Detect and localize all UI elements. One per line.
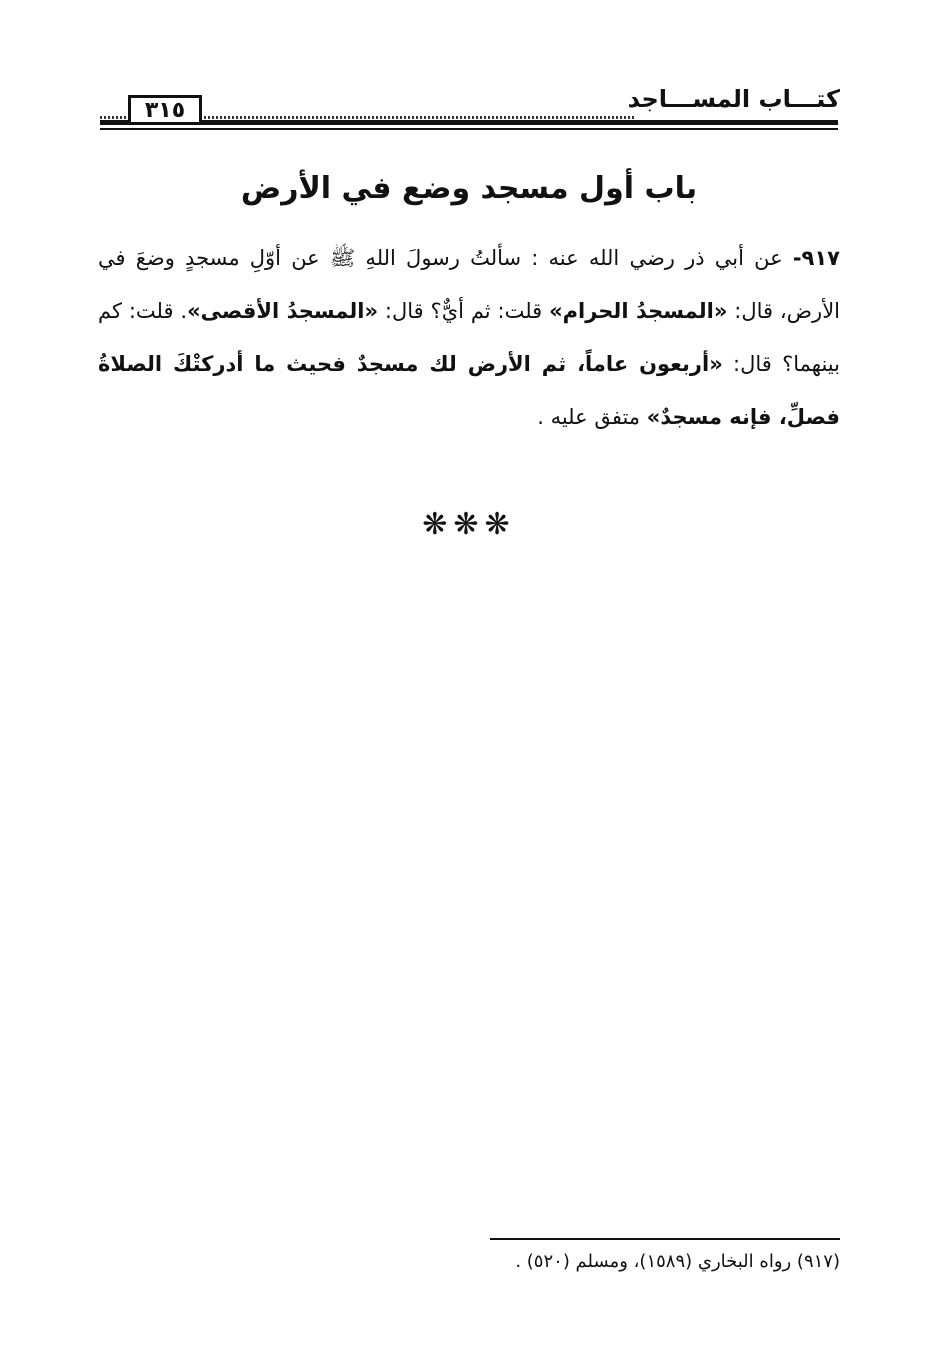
footnote-rule bbox=[490, 1238, 840, 1240]
hadith-segment-3: . قلت: كم بينهما؟ قال: bbox=[98, 299, 840, 376]
hadith-quote-3: «أربعون عاماً، ثم الأرض لك مسجدٌ فحيث ما أدركتْكَ الصلاةُ فصلِّ، فإنه مسجدٌ» bbox=[98, 352, 840, 429]
running-header-chapter: كتـــاب المســـاجد bbox=[627, 85, 840, 113]
hadith-number: ٩١٧- bbox=[792, 246, 840, 270]
footnote: (٩١٧) رواه البخاري (١٥٨٩)، ومسلم (٥٢٠) . bbox=[515, 1251, 840, 1272]
hadith-text bbox=[98, 232, 840, 444]
header-rule-dotted-right bbox=[204, 116, 636, 119]
hadith-segment-2: قلت: ثم أيٌّ؟ قال: bbox=[378, 299, 550, 323]
header-rule-thin bbox=[100, 128, 838, 130]
chapter-title: باب أول مسجد وضع في الأرض bbox=[240, 171, 698, 206]
page-number: ٣١٥ bbox=[128, 95, 202, 125]
hadith-segment-1: عن أبي ذر رضي الله عنه : سألتُ رسولَ اللهِ ﷺ عن أوّلِ مسجدٍ وضعَ في الأرض، قال: bbox=[98, 246, 841, 323]
hadith-quote-1: «المسجدُ الحرام» bbox=[549, 299, 728, 323]
header-rule-dotted-left bbox=[100, 116, 128, 119]
section-separator: ❋❋❋ bbox=[422, 507, 516, 542]
header-rule-thick bbox=[100, 120, 838, 125]
hadith-segment-4: متفق عليه . bbox=[537, 405, 647, 429]
hadith-quote-2: «المسجدُ الأقصى» bbox=[187, 299, 379, 323]
